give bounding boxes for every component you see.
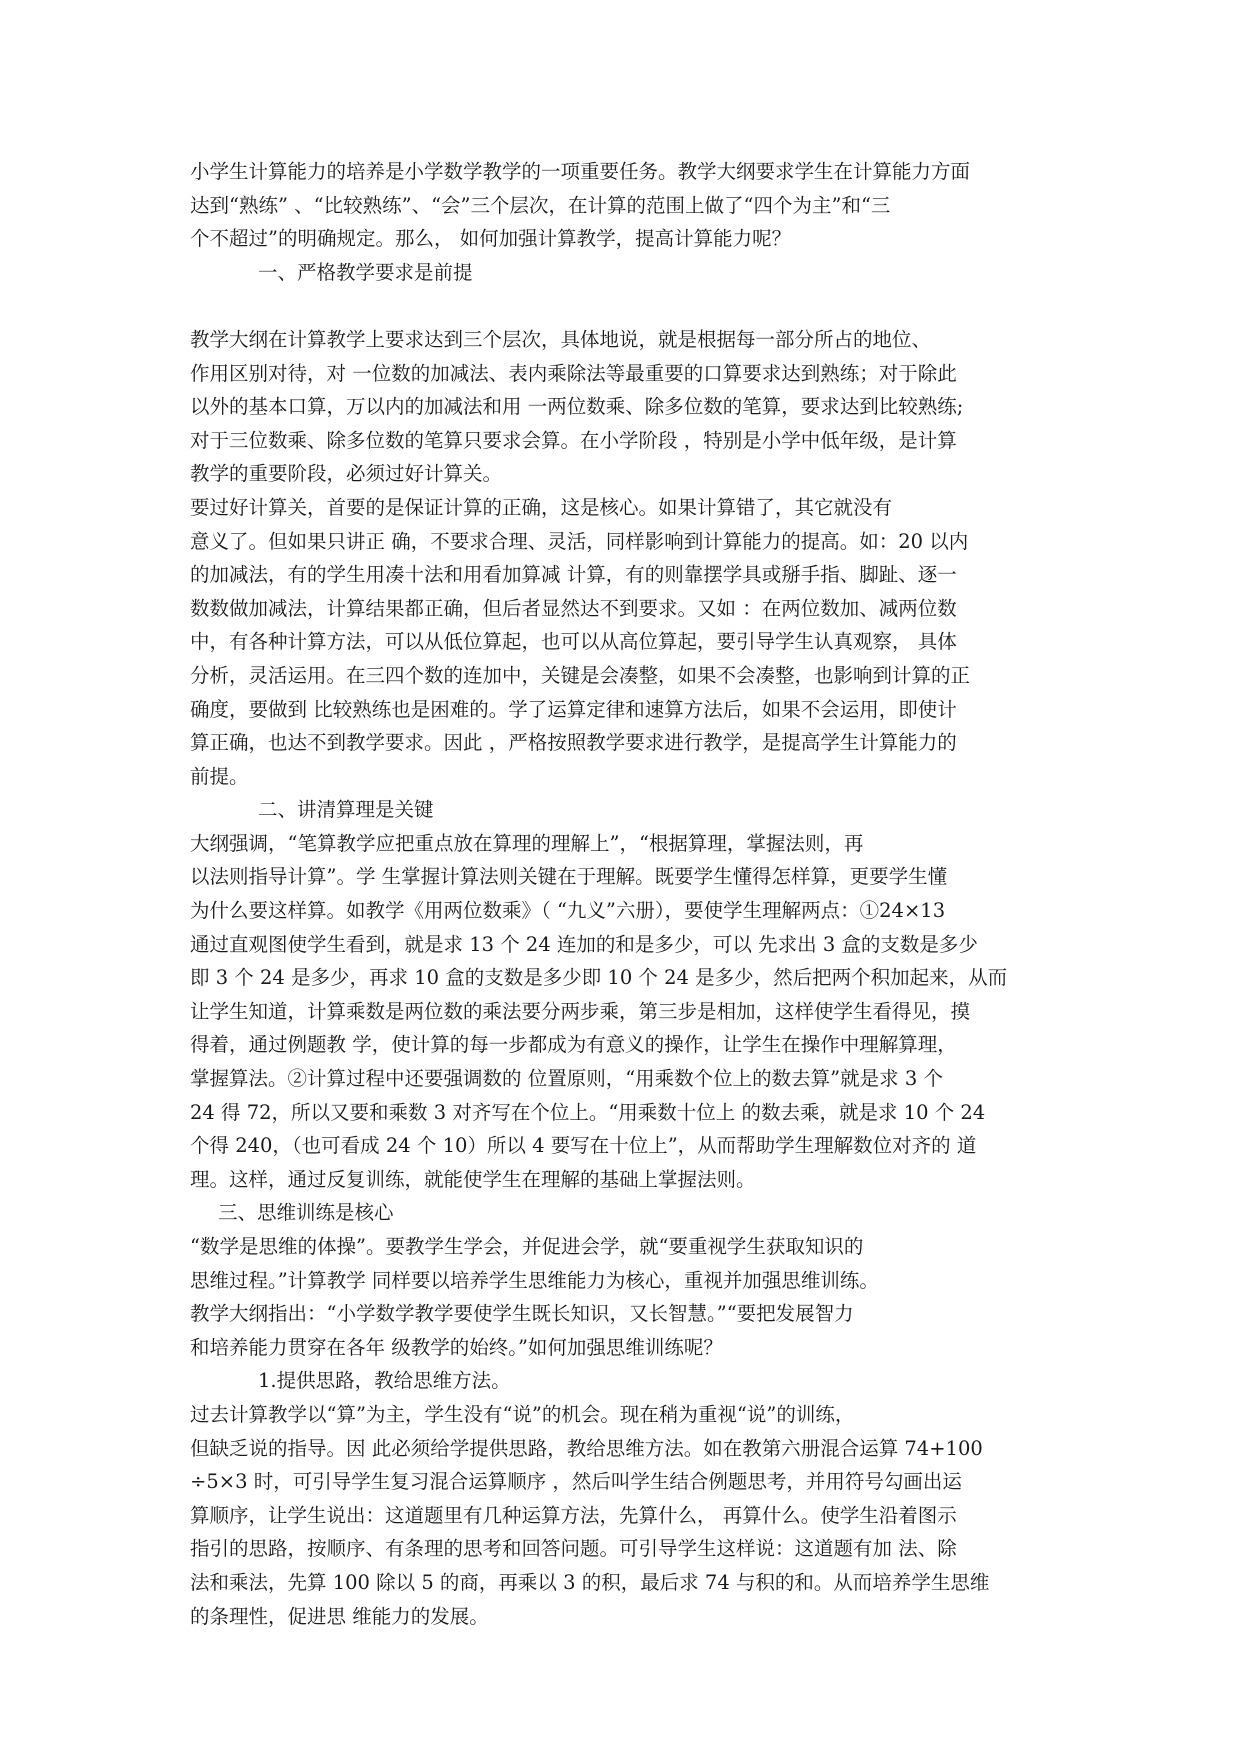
- section3-paragraph-2: 教学大纲指出：“小学数学教学要使学生既长知识，又长智慧。”“要把发展智力 和培养能力贯穿在各年 级教学的始终。”如何加强思维训练呢？: [190, 1302, 854, 1359]
- document-page: [190, 155, 1058, 1633]
- intro-paragraph: 小学生计算能力的培养是小学数学教学的一项重要任务。教学大纲要求学生在计算能力方面 达到“熟练” 、“比较熟练”、“会”三个层次，在计算的范围上做了“四个为主”和“三 个不超过”的明确规定。那么， 如何加强计算教学，提高计算能力呢？: [190, 160, 971, 251]
- section1-paragraph-1: 教学大纲在计算教学上要求达到三个层次，具体地说，就是根据每一部分所占的地位、 作用区别对待，对 一位数的加减法、表内乘除法等最重要的口算要求达到熟练；对于除此 以外的基本口算，万以内的加减法和用 一两位数乘、除多位数的笔算，要求达到比较熟练; 对于三位数乘、除多位数的笔算只要求会算。在小学阶段 ，特别是小学中低年级，是计算 教学的重要阶段，必须过好计算关。: [190, 327, 964, 486]
- blank-line: [190, 289, 1058, 323]
- subheading-1: 1.提供思路，教给思维方法。: [258, 1369, 511, 1393]
- section-heading-1: 一、严格教学要求是前提: [258, 260, 473, 284]
- section1-paragraph-2: 要过好计算关，首要的是保证计算的正确，这是核心。如果计算错了，其它就没有 意义了。但如果只讲正 确，不要求合理、灵活，同样影响到计算能力的提高。如：20 以内 的加减法，有的学生用凑十法和用看加算减 计算，有的则靠摆学具或掰手指、脚趾、逐一 数数做加减法，计算结果都正确，但后者显然达不到要求。又如 ：在两位数加、减两位数 中，有各种计算方法，可以从低位算起，也可以从高位算起，要引导学生认真观察， 具体 分析，灵活运用。在三四个数的连加中，关键是会凑整，如果不会凑整，也影响到计算的正 确度，要做到 比较熟练也是困难的。学了运算定律和速算方法后，如果不会运用，即使计 算正确，也达不到教学要求。因此 ，严格按照教学要求进行教学，是提高学生计算能力的 前提。: [190, 495, 971, 788]
- section2-paragraph-1: 大纲强调，“笔算教学应把重点放在算理的理解上”，“根据算理，掌握法则，再 以法则指导计算”。学 生掌握计算法则关键在于理解。既要学生懂得怎样算，更要学生懂 为什么要这样算。如教学《用两位数乘》（ “九义”六册），要使学生理解两点：①24×13 通过直观图使学生看到，就是求 13 个 24 连加的和是多少，可以 先求出 3 盒的支数是多少 即 3 个 24 是多少，再求 10 盒的支数是多少即 10 个 24 是多少，然后把两个积加起来，从而 让学生知道，计算乘数是两位数的乘法要分两步乘，第三步是相加，这样使学生看得见，摸 得着，通过例题教 学，使计算的每一步都成为有意义的操作，让学生在操作中理解算理， 掌握算法。②计算过程中还要强调数的 位置原则，“用乘数个位上的数去算”就是求 3 个 24 得 72，所以又要和乘数 3 对齐写在个位上。“用乘数十位上 的数去乘，就是求 10 个 24 个得 240，（也可看成 24 个 10）所以 4 要写在十位上”，从而帮助学生理解数位对齐的 道 理。这样，通过反复训练，就能使学生在理解的基础上掌握法则。: [190, 831, 1008, 1191]
- section3-paragraph-1: “数学是思维的体操”。要教学生学会，并促进会学，就“要重视学生获取知识的 思维过程。”计算教学 同样要以培养学生思维能力为核心，重视并加强思维训练。: [190, 1235, 879, 1292]
- section-heading-3: 三、思维训练是核心: [218, 1201, 394, 1225]
- section3-paragraph-3: 过去计算教学以“算”为主，学生没有“说”的机会。现在稍为重视“说”的训练， 但缺乏说的指导。因 此必须给学提供思路，教给思维方法。如在教第六册混合运算 74+100 ÷5×3 时，可引导学生复习混合运算顺序 ，然后叫学生结合例题思考，并用符号勾画出运 算顺序，让学生说出：这道题里有几种运算方法，先算什么， 再算什么。使学生沿着图示 指引的思路，按顺序、有条理的思考和回答问题。可引导学生这样说：这道题有加 法、除 法和乘法，先算 100 除以 5 的商，再乘以 3 的积，最后求 74 与积的和。从而培养学生思维 的条理性，促进思 维能力的发展。: [190, 1402, 990, 1628]
- section-heading-2: 二、讲清算理是关键: [258, 798, 434, 822]
